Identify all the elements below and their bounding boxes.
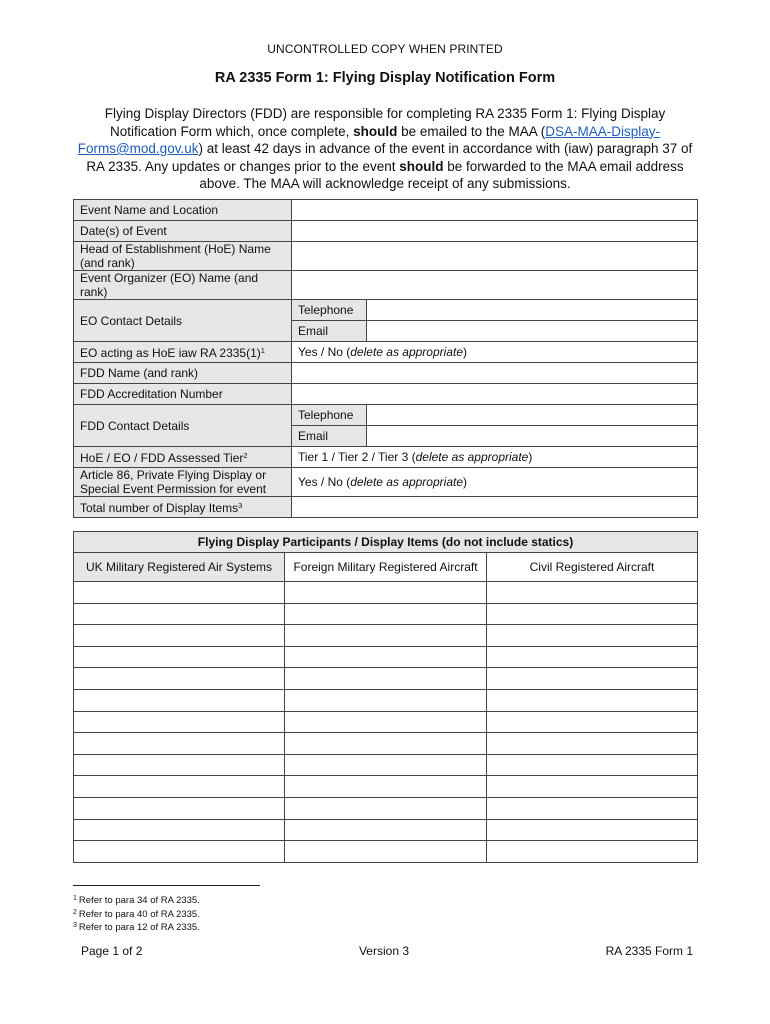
form-title: RA 2335 Form 1: Flying Display Notification Form	[214, 70, 556, 86]
foreign-military-cell[interactable]	[285, 819, 487, 841]
foreign-military-cell[interactable]	[285, 582, 487, 604]
foreign-military-cell[interactable]	[285, 733, 487, 755]
civil-aircraft-cell[interactable]	[487, 733, 698, 755]
intro-paragraph: Flying Display Directors (FDD) are responsible for completing RA 2335 Form 1: Flying Display Notification Form which, once complete, should be emailed to the MAA (DSA-MAA-Display-Forms@mod.gov.uk) at least 42 days in advance of the event in accordance with (iaw) paragraph 37 of RA 2335. Any updates or changes prior to the event should be forwarded to the MAA email address above. The MAA will acknowledge receipt of any submissions.	[77, 106, 693, 191]
input-hoe-name[interactable]	[292, 242, 698, 271]
foreign-military-cell[interactable]	[285, 711, 487, 733]
uk-military-cell[interactable]	[74, 841, 285, 863]
label-fdd-contact: FDD Contact Details	[74, 405, 292, 447]
footnote-ref-3: 3	[238, 501, 243, 510]
input-eo-acting-as-hoe[interactable]: Yes / No (delete as appropriate)	[292, 342, 698, 363]
foreign-military-cell[interactable]	[285, 625, 487, 647]
column-foreign-military: Foreign Military Registered Aircraft	[285, 553, 487, 582]
form-reference: RA 2335 Form 1	[605, 944, 693, 958]
uk-military-cell[interactable]	[74, 689, 285, 711]
footnote-2: $^2$ Refer to para 40 of RA 2335.	[73, 908, 200, 920]
participant-rows	[74, 582, 698, 863]
uncontrolled-copy-notice: UNCONTROLLED COPY WHEN PRINTED	[267, 42, 503, 56]
foreign-military-cell[interactable]	[285, 754, 487, 776]
label-event-dates: Date(s) of Event	[74, 221, 292, 242]
label-fdd-email: Email	[292, 426, 367, 447]
civil-aircraft-cell[interactable]	[487, 754, 698, 776]
column-civil-registered: Civil Registered Aircraft	[487, 553, 698, 582]
participant-row	[74, 582, 698, 604]
uk-military-cell[interactable]	[74, 582, 285, 604]
participant-row	[74, 625, 698, 647]
uk-military-cell[interactable]	[74, 603, 285, 625]
foreign-military-cell[interactable]	[285, 689, 487, 711]
label-eo-contact: EO Contact Details	[74, 300, 292, 342]
foreign-military-cell[interactable]	[285, 797, 487, 819]
maa-email-link[interactable]: DSA-MAA-Display-Forms@mod.gov.uk	[77, 123, 660, 156]
footnote-ref-1: 1	[260, 346, 265, 355]
uk-military-cell[interactable]	[74, 797, 285, 819]
civil-aircraft-cell[interactable]	[487, 625, 698, 647]
participant-row	[74, 841, 698, 863]
input-fdd-telephone[interactable]	[367, 405, 698, 426]
civil-aircraft-cell[interactable]	[487, 711, 698, 733]
participant-row	[74, 646, 698, 668]
label-assessed-tier: HoE / EO / FDD Assessed Tier$^2$	[74, 447, 292, 468]
uk-military-cell[interactable]	[74, 668, 285, 690]
participant-row	[74, 668, 698, 690]
uk-military-cell[interactable]	[74, 776, 285, 798]
label-hoe-name: Head of Establishment (HoE) Name (and rank)	[74, 242, 292, 271]
input-eo-email[interactable]	[367, 321, 698, 342]
participant-row	[74, 689, 698, 711]
label-event-name: Event Name and Location	[74, 200, 292, 221]
label-eo-acting-as-hoe: EO acting as HoE iaw RA $2335(1)^1$	[74, 342, 292, 363]
foreign-military-cell[interactable]	[285, 668, 487, 690]
civil-aircraft-cell[interactable]	[487, 819, 698, 841]
label-eo-email: Email	[292, 321, 367, 342]
input-event-name[interactable]	[292, 200, 698, 221]
input-total-display-items[interactable]	[292, 497, 698, 518]
uk-military-cell[interactable]	[74, 646, 285, 668]
display-participants-table	[73, 531, 698, 863]
uk-military-cell[interactable]	[74, 711, 285, 733]
should-emphasis: should	[353, 123, 398, 139]
event-details-table	[73, 199, 698, 518]
footnote-1: $^1$ Refer to para 34 of RA 2335.	[73, 895, 200, 906]
civil-aircraft-cell[interactable]	[487, 776, 698, 798]
footnote-3: $^3$ Refer to para 12 of RA 2335.	[73, 922, 200, 933]
input-fdd-accreditation[interactable]	[292, 384, 698, 405]
label-fdd-telephone: Telephone	[292, 405, 367, 426]
participant-row	[74, 797, 698, 819]
input-eo-name[interactable]	[292, 271, 698, 300]
input-article-86-permission[interactable]: Yes / No (delete as appropriate)	[292, 468, 698, 497]
foreign-military-cell[interactable]	[285, 841, 487, 863]
input-fdd-email[interactable]	[367, 426, 698, 447]
participants-table-title: Flying Display Participants / Display Items (do not include statics)	[74, 532, 698, 553]
foreign-military-cell[interactable]	[285, 603, 487, 625]
input-eo-telephone[interactable]	[367, 300, 698, 321]
participant-row	[74, 733, 698, 755]
footnote-rule	[73, 885, 260, 886]
page-number: Page 1 of 2	[81, 944, 143, 958]
civil-aircraft-cell[interactable]	[487, 841, 698, 863]
footnotes	[73, 893, 200, 934]
participant-row	[74, 819, 698, 841]
uk-military-cell[interactable]	[74, 625, 285, 647]
should-emphasis: should	[399, 158, 444, 174]
label-fdd-accreditation: FDD Accreditation Number	[74, 384, 292, 405]
input-assessed-tier[interactable]: Tier 1 / Tier 2 / Tier 3 (delete as appropriate)	[292, 447, 698, 468]
input-event-dates[interactable]	[292, 221, 698, 242]
label-eo-name: Event Organizer (EO) Name (and rank)	[74, 271, 292, 300]
civil-aircraft-cell[interactable]	[487, 646, 698, 668]
version-label: Version 3	[358, 944, 410, 958]
civil-aircraft-cell[interactable]	[487, 603, 698, 625]
foreign-military-cell[interactable]	[285, 776, 487, 798]
foreign-military-cell[interactable]	[285, 646, 487, 668]
participant-row	[74, 776, 698, 798]
label-article-86-permission: Article 86, Private Flying Display or Special Event Permission for event	[74, 468, 292, 497]
uk-military-cell[interactable]	[74, 733, 285, 755]
column-uk-military: UK Military Registered Air Systems	[74, 553, 285, 582]
civil-aircraft-cell[interactable]	[487, 689, 698, 711]
participant-row	[74, 754, 698, 776]
input-fdd-name[interactable]	[292, 363, 698, 384]
label-eo-telephone: Telephone	[292, 300, 367, 321]
civil-aircraft-cell[interactable]	[487, 668, 698, 690]
participant-row	[74, 603, 698, 625]
label-fdd-name: FDD Name (and rank)	[74, 363, 292, 384]
civil-aircraft-cell[interactable]	[487, 797, 698, 819]
footnote-ref-2: 2	[243, 451, 248, 460]
civil-aircraft-cell[interactable]	[487, 582, 698, 604]
uk-military-cell[interactable]	[74, 819, 285, 841]
participant-row	[74, 711, 698, 733]
uk-military-cell[interactable]	[74, 754, 285, 776]
label-total-display-items: Total number of Display Items$^3$	[74, 497, 292, 518]
